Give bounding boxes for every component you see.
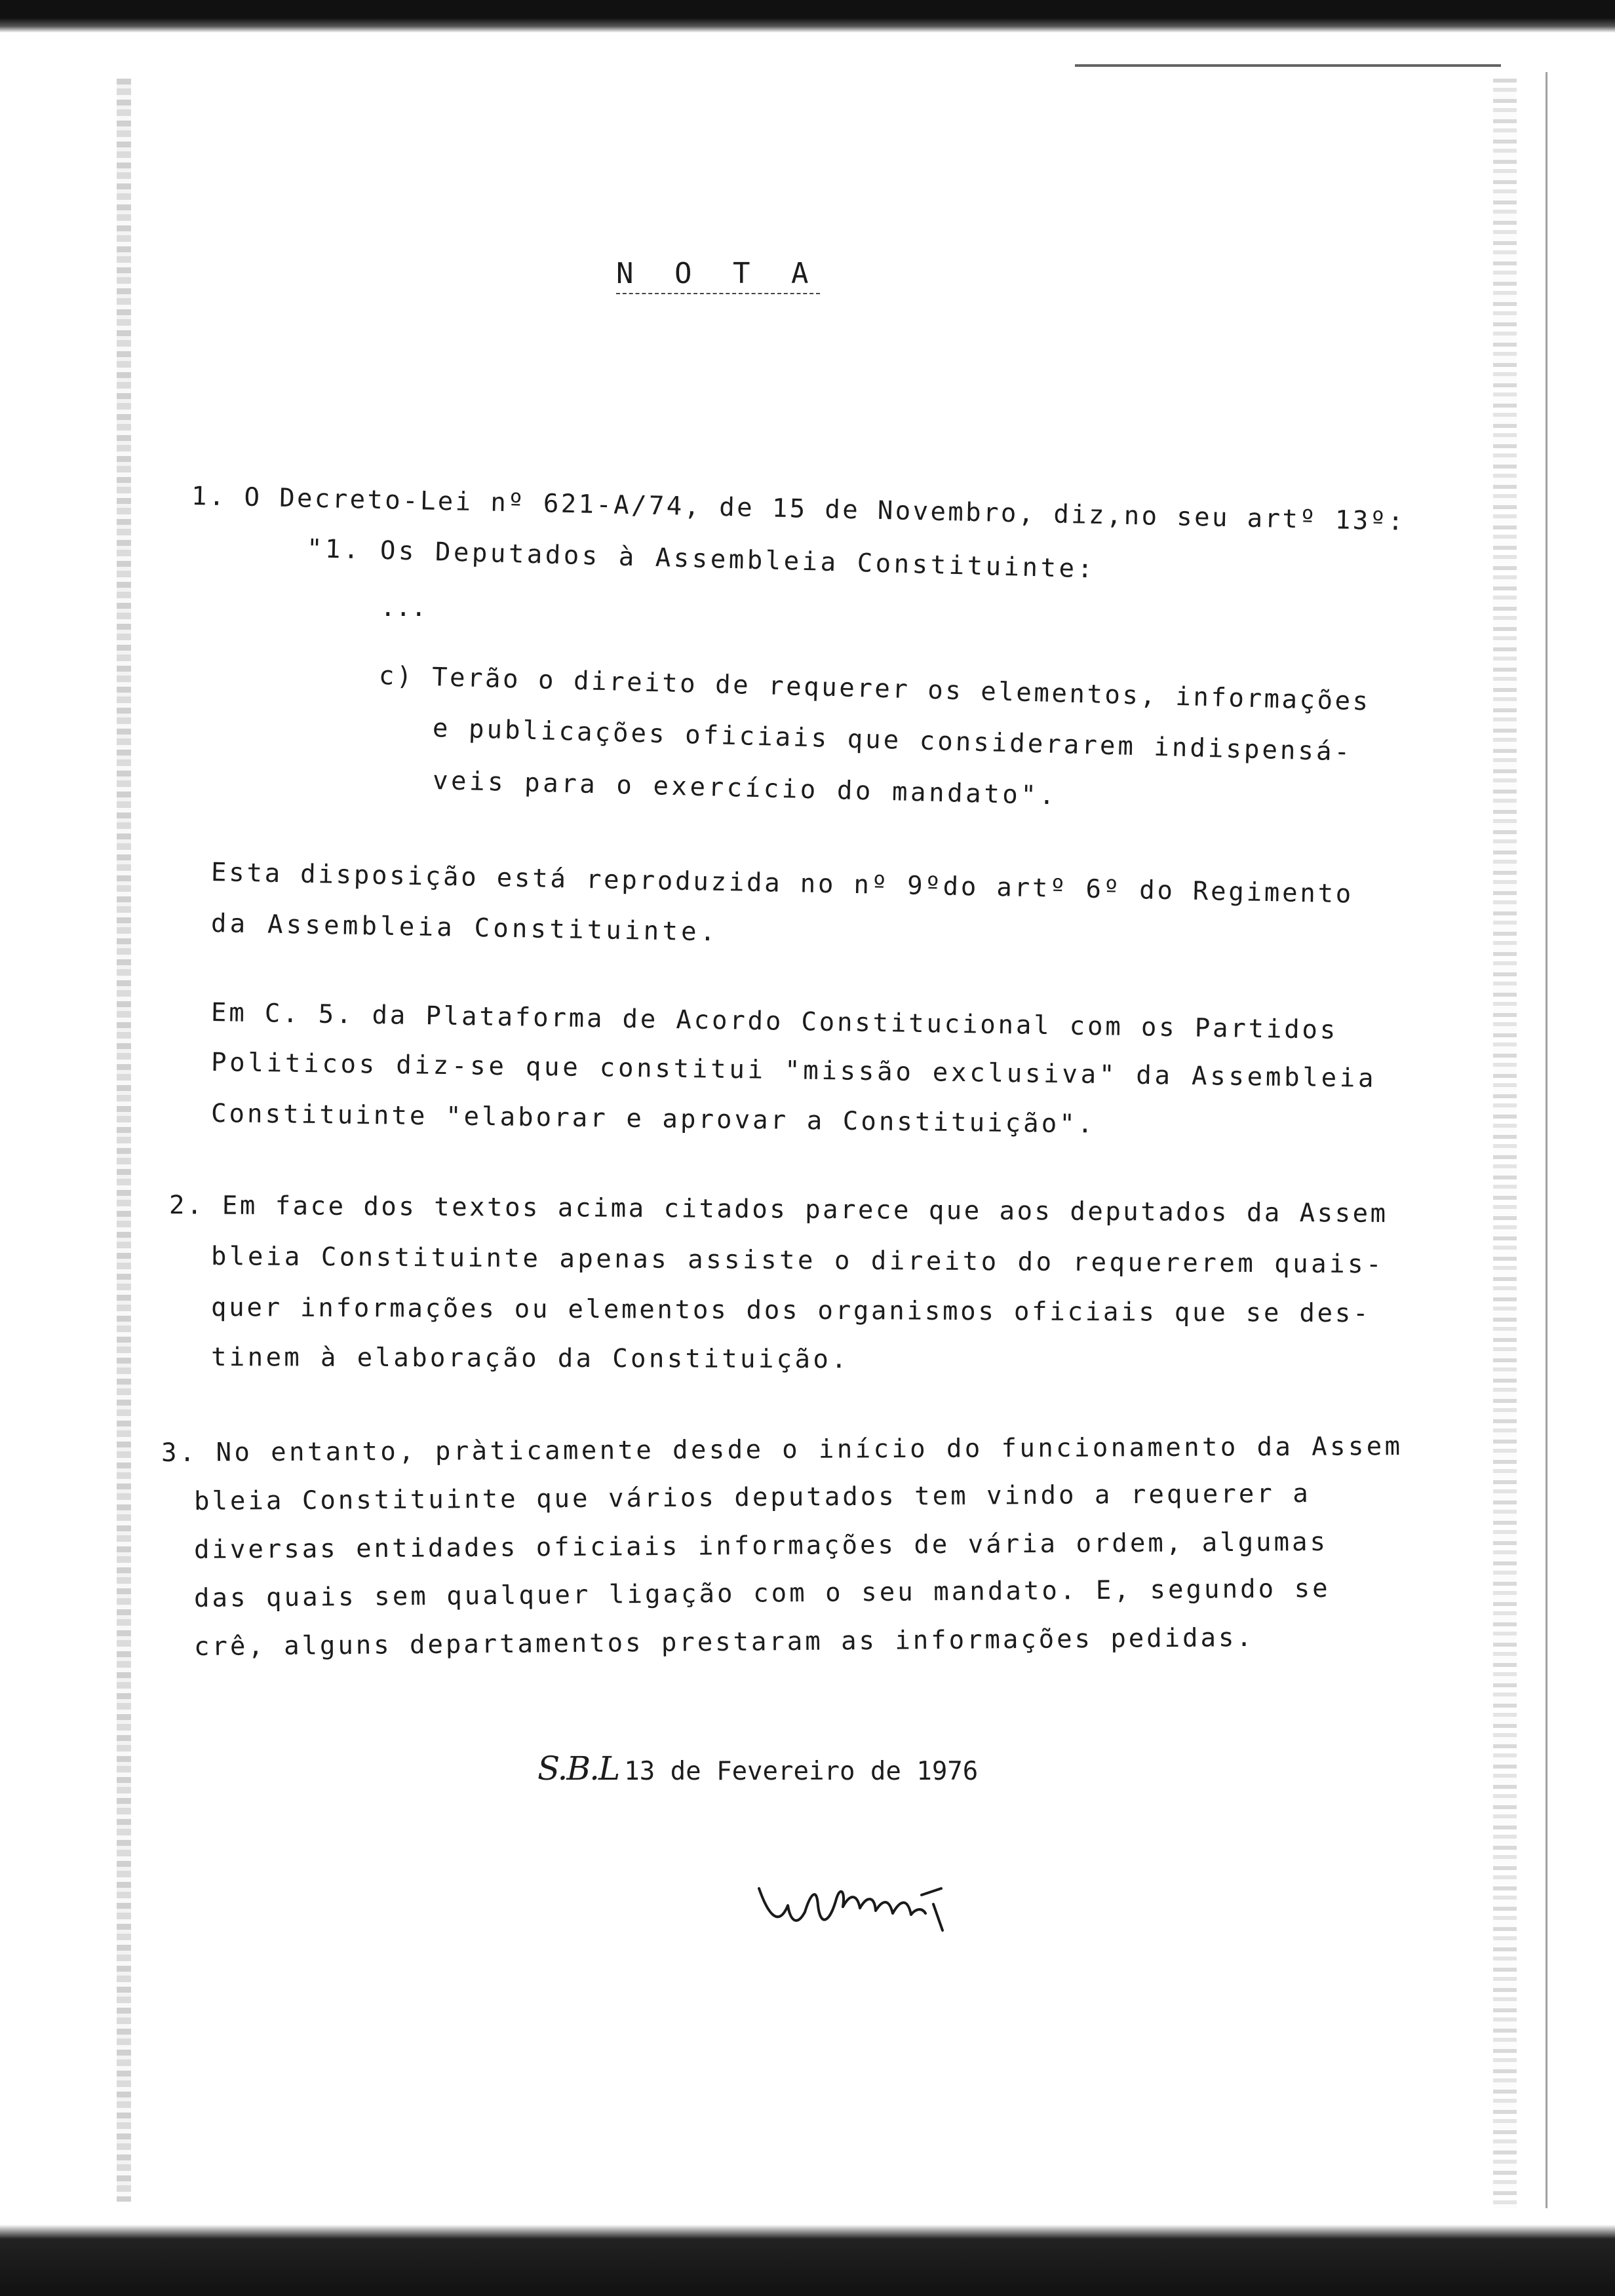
text-line: Em C. 5. da Plataforma de Acordo Constitucional com os Partidos — [210, 998, 1338, 1046]
place-date-line — [537, 1750, 979, 1788]
signature — [754, 1854, 977, 1949]
text-line: diversas entidades oficiais informações de vária ordem, algumas — [193, 1527, 1329, 1565]
text-line: c) Terão o direito de requerer os elementos, informações — [378, 661, 1371, 717]
text-line: quer informações ou elementos dos organismos oficiais que se des- — [210, 1293, 1371, 1329]
document-date: 13 de Fevereiro de 1976 — [624, 1757, 979, 1786]
text-line: da Assembleia Constituinte. — [210, 909, 719, 947]
text-line: Esta disposição está reproduzida no nº 9ºdo artº 6º do Regimento — [210, 858, 1354, 909]
text-line: bleia Constituinte que vários deputados tem vindo a requerer a — [193, 1479, 1311, 1516]
scan-edge-left — [117, 79, 131, 2202]
text-line: Politicos diz-se que constitui "missão exclusiva" da Assembleia — [210, 1048, 1377, 1094]
page-fold-right — [1546, 72, 1547, 2208]
scan-border-top — [0, 0, 1615, 33]
text-line: 2. Em face dos textos acima citados parece que aos deputados da Assem — [168, 1191, 1388, 1229]
document-title: N O T A — [616, 257, 820, 294]
place-handwritten: S.B.L — [537, 1750, 619, 1788]
text-line: 1. O Decreto-Lei nº 621-A/74, de 15 de Novembro, diz,no seu artº 13º: — [191, 482, 1406, 537]
text-line: Constituinte "elaborar e aprovar a Constituição". — [210, 1099, 1096, 1139]
text-line: ... — [380, 593, 427, 622]
text-line: e publicações oficiais que considerarem indispensá- — [432, 714, 1353, 767]
signature-drawing — [754, 1854, 977, 1946]
text-line: 3. No entanto, pràticamente desde o início do funcionamento da Assem — [161, 1432, 1403, 1468]
text-line: bleia Constituinte apenas assiste o direito do requererem quais- — [210, 1242, 1385, 1280]
text-line: veis para o exercício do mandato". — [432, 766, 1058, 811]
scan-edge-right — [1493, 79, 1517, 2208]
text-line: crê, alguns departamentos prestaram as informações pedidas. — [193, 1622, 1255, 1662]
text-line: das quais sem qualquer ligação com o seu mandato. E, segundo se — [193, 1573, 1331, 1613]
scan-border-bottom — [0, 2225, 1615, 2296]
page-fold-top — [1075, 64, 1501, 67]
text-line: tinem à elaboração da Constituição. — [210, 1343, 850, 1375]
text-line: "1. Os Deputados à Assembleia Constituinte: — [306, 534, 1097, 584]
